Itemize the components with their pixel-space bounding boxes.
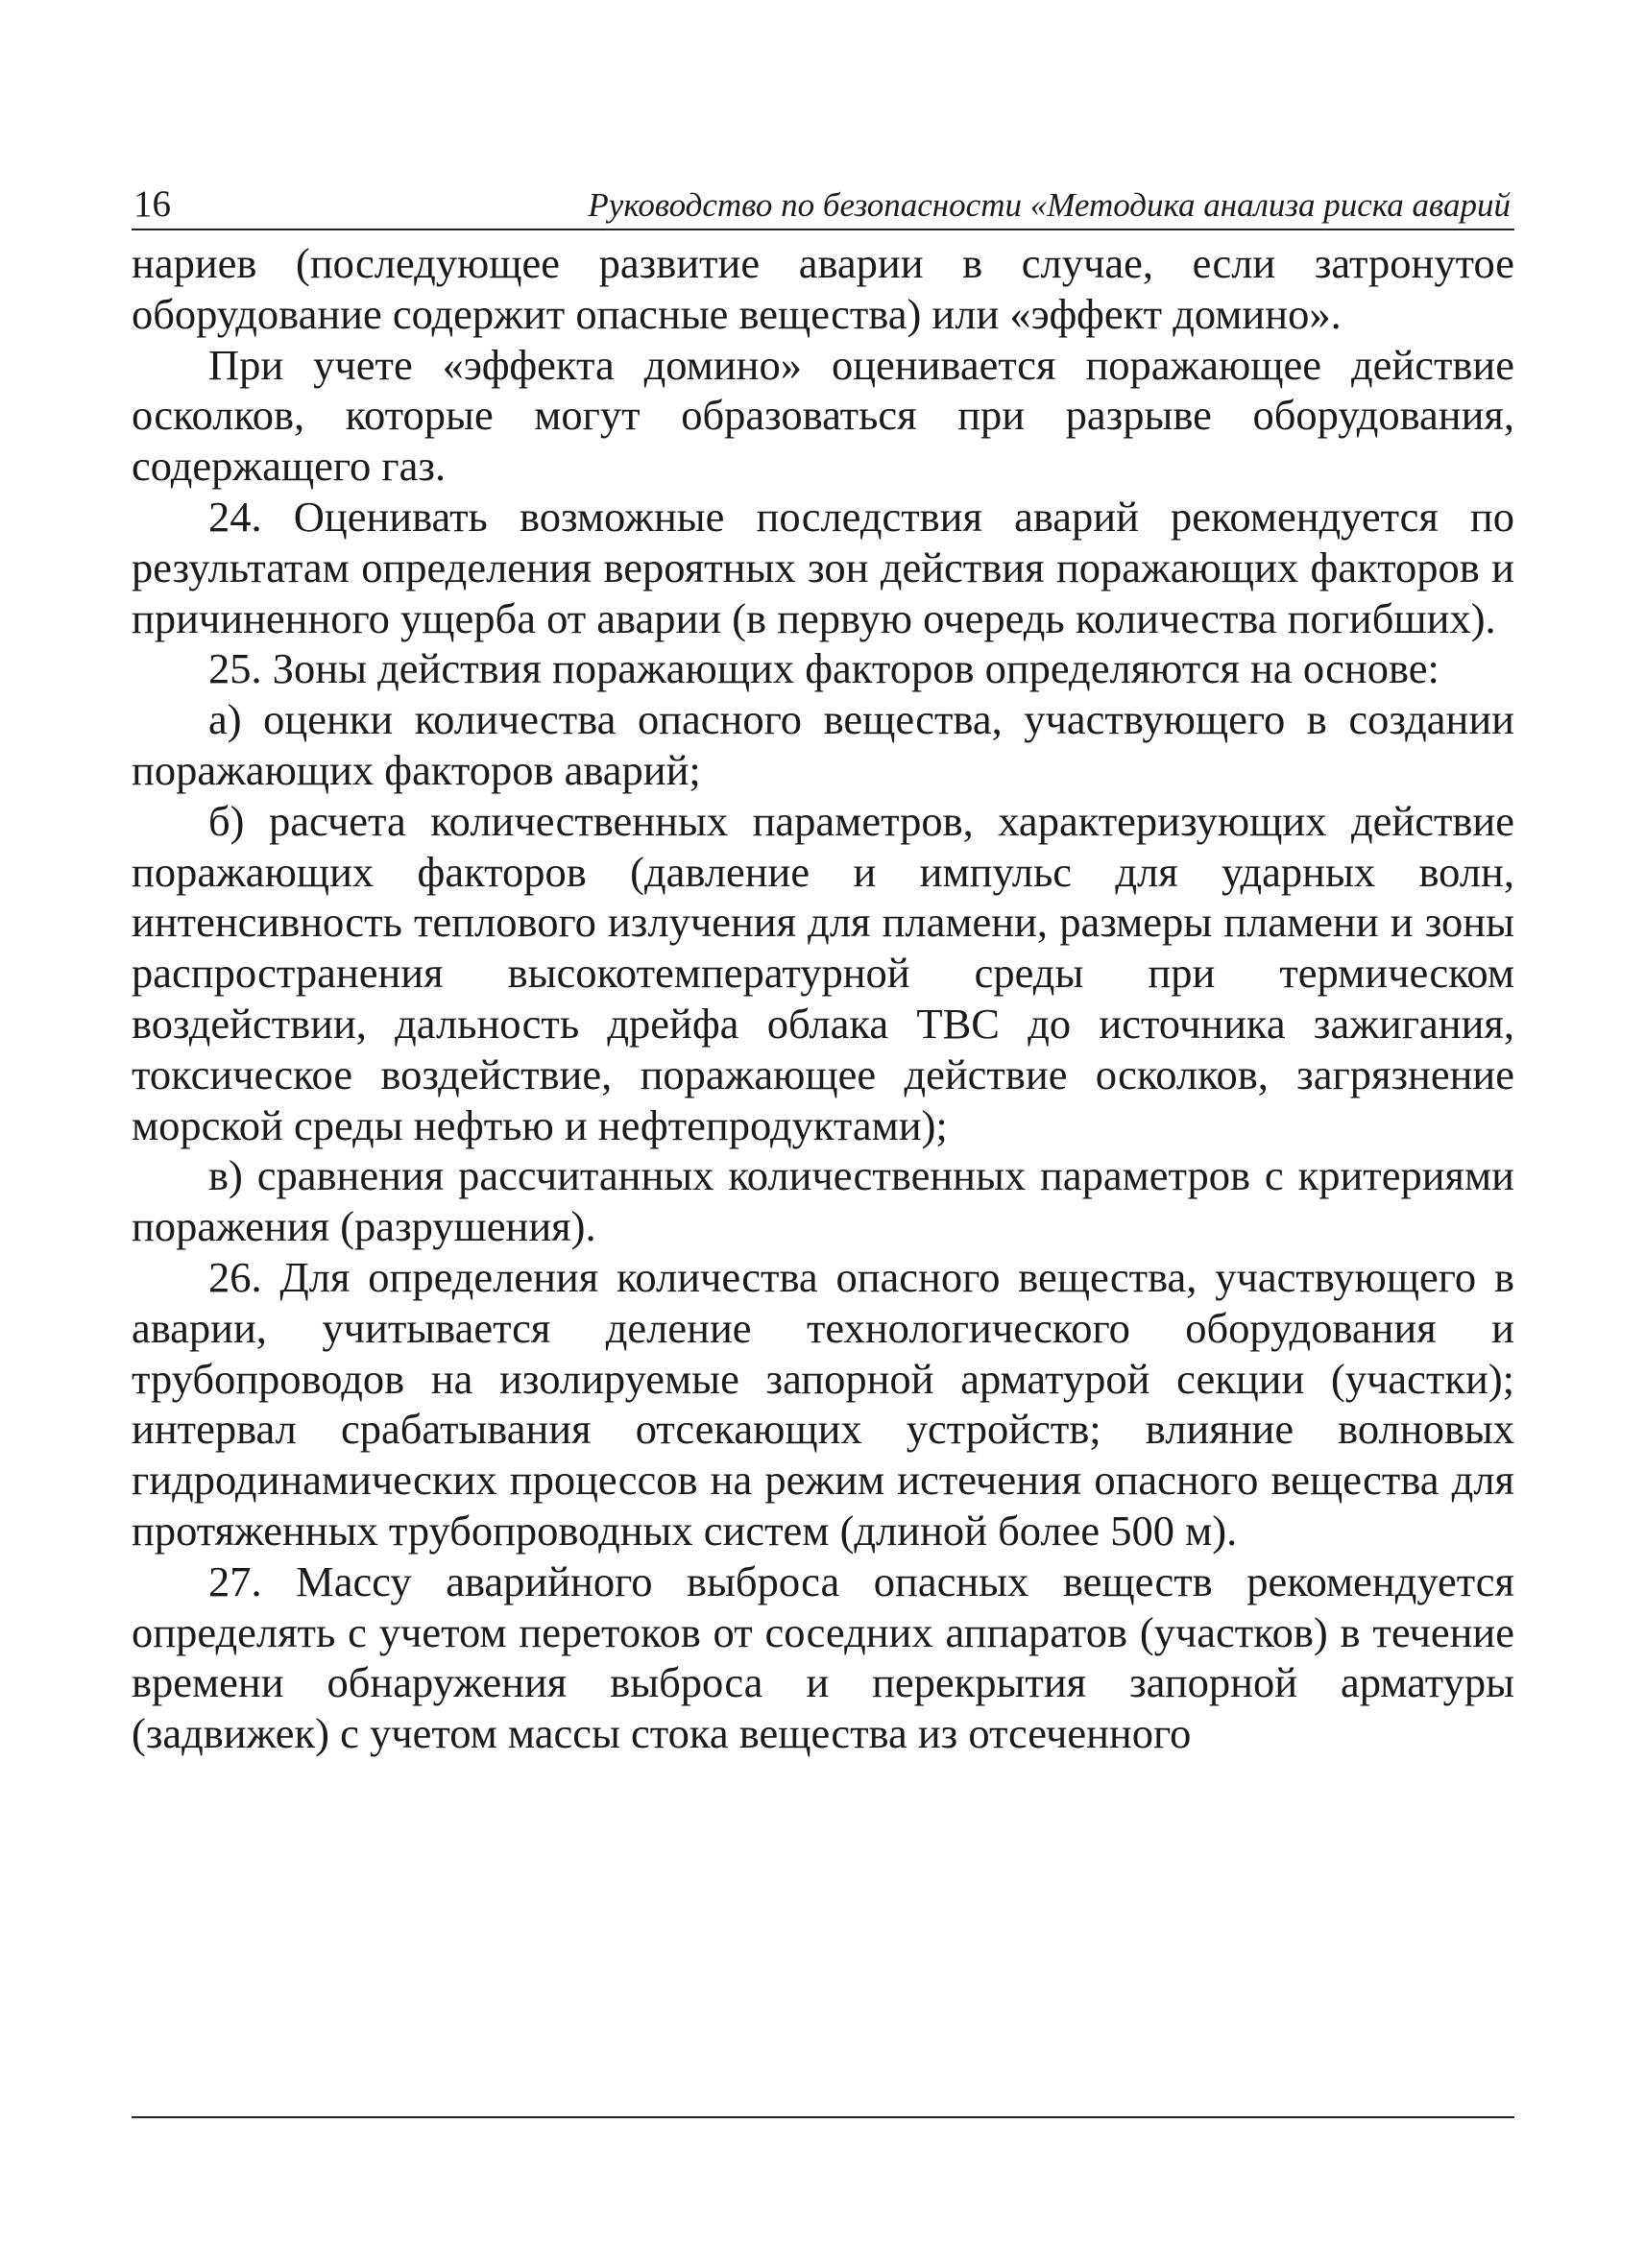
- page-number: 16: [133, 183, 171, 225]
- paragraph-domino-effect: При учете «эффекта домино» оценивается поражающее действие осколков, которые могут образоваться при разрыве оборудования, содержащего газ.: [132, 340, 1514, 491]
- document-page: [132, 182, 1514, 2151]
- paragraph-25-b: б) расчета количественных параметров, характеризующих действие поражающих факторов (давление и импульс для ударных волн, интенсивность теплового излучения для пламени, размеры пламени и зоны распространения высокотемпературной среды при термическом воздействии, дальность дрейфа облака ТВС до источника зажигания, токсическое воздействие, поражающее действие осколков, загрязнение морской среды нефтью и нефтепродуктами);: [132, 796, 1514, 1149]
- paragraph-27: 27. Массу аварийного выброса опасных веществ рекомендуется определять с учетом перетоков от соседних аппаратов (участков) в течение времени обнаружения выброса и перекрытия запорной арматуры (задвижек) с учетом массы стока вещества из отсеченного: [132, 1556, 1514, 1758]
- running-header-title: Руководство по безопасности «Методика анализа риска аварий: [588, 186, 1511, 224]
- paragraph-24: 24. Оценивать возможные последствия аварий рекомендуется по результатам определения вероятных зон действия поражающих факторов и причиненного ущерба от аварии (в первую очередь количества погибших).: [132, 492, 1514, 642]
- paragraph-25-a: а) оценки количества опасного вещества, участвующего в создании поражающих факторов аварий;: [132, 695, 1514, 794]
- footer-rule: [132, 2116, 1514, 2118]
- running-header: [132, 182, 1514, 230]
- paragraph-continuation: нариев (последующее развитие аварии в случае, если затронутое оборудование содержит опасные вещества) или «эффект домино».: [132, 239, 1514, 338]
- paragraph-25-v: в) сравнения рассчитанных количественных параметров с критериями поражения (разрушения).: [132, 1151, 1514, 1251]
- paragraph-26: 26. Для определения количества опасного вещества, участвующего в аварии, учитывается деление технологического оборудования и трубопроводов на изолируемые запорной арматурой секции (участки); интервал срабатывания отсекающих устройств; влияние волновых гидродинамических процессов на режим истечения опасного вещества для протяженных трубопроводных систем (длиной более 500 м).: [132, 1252, 1514, 1555]
- body-text: [132, 238, 1514, 1759]
- paragraph-25: 25. Зоны действия поражающих факторов определяются на основе:: [208, 644, 1439, 693]
